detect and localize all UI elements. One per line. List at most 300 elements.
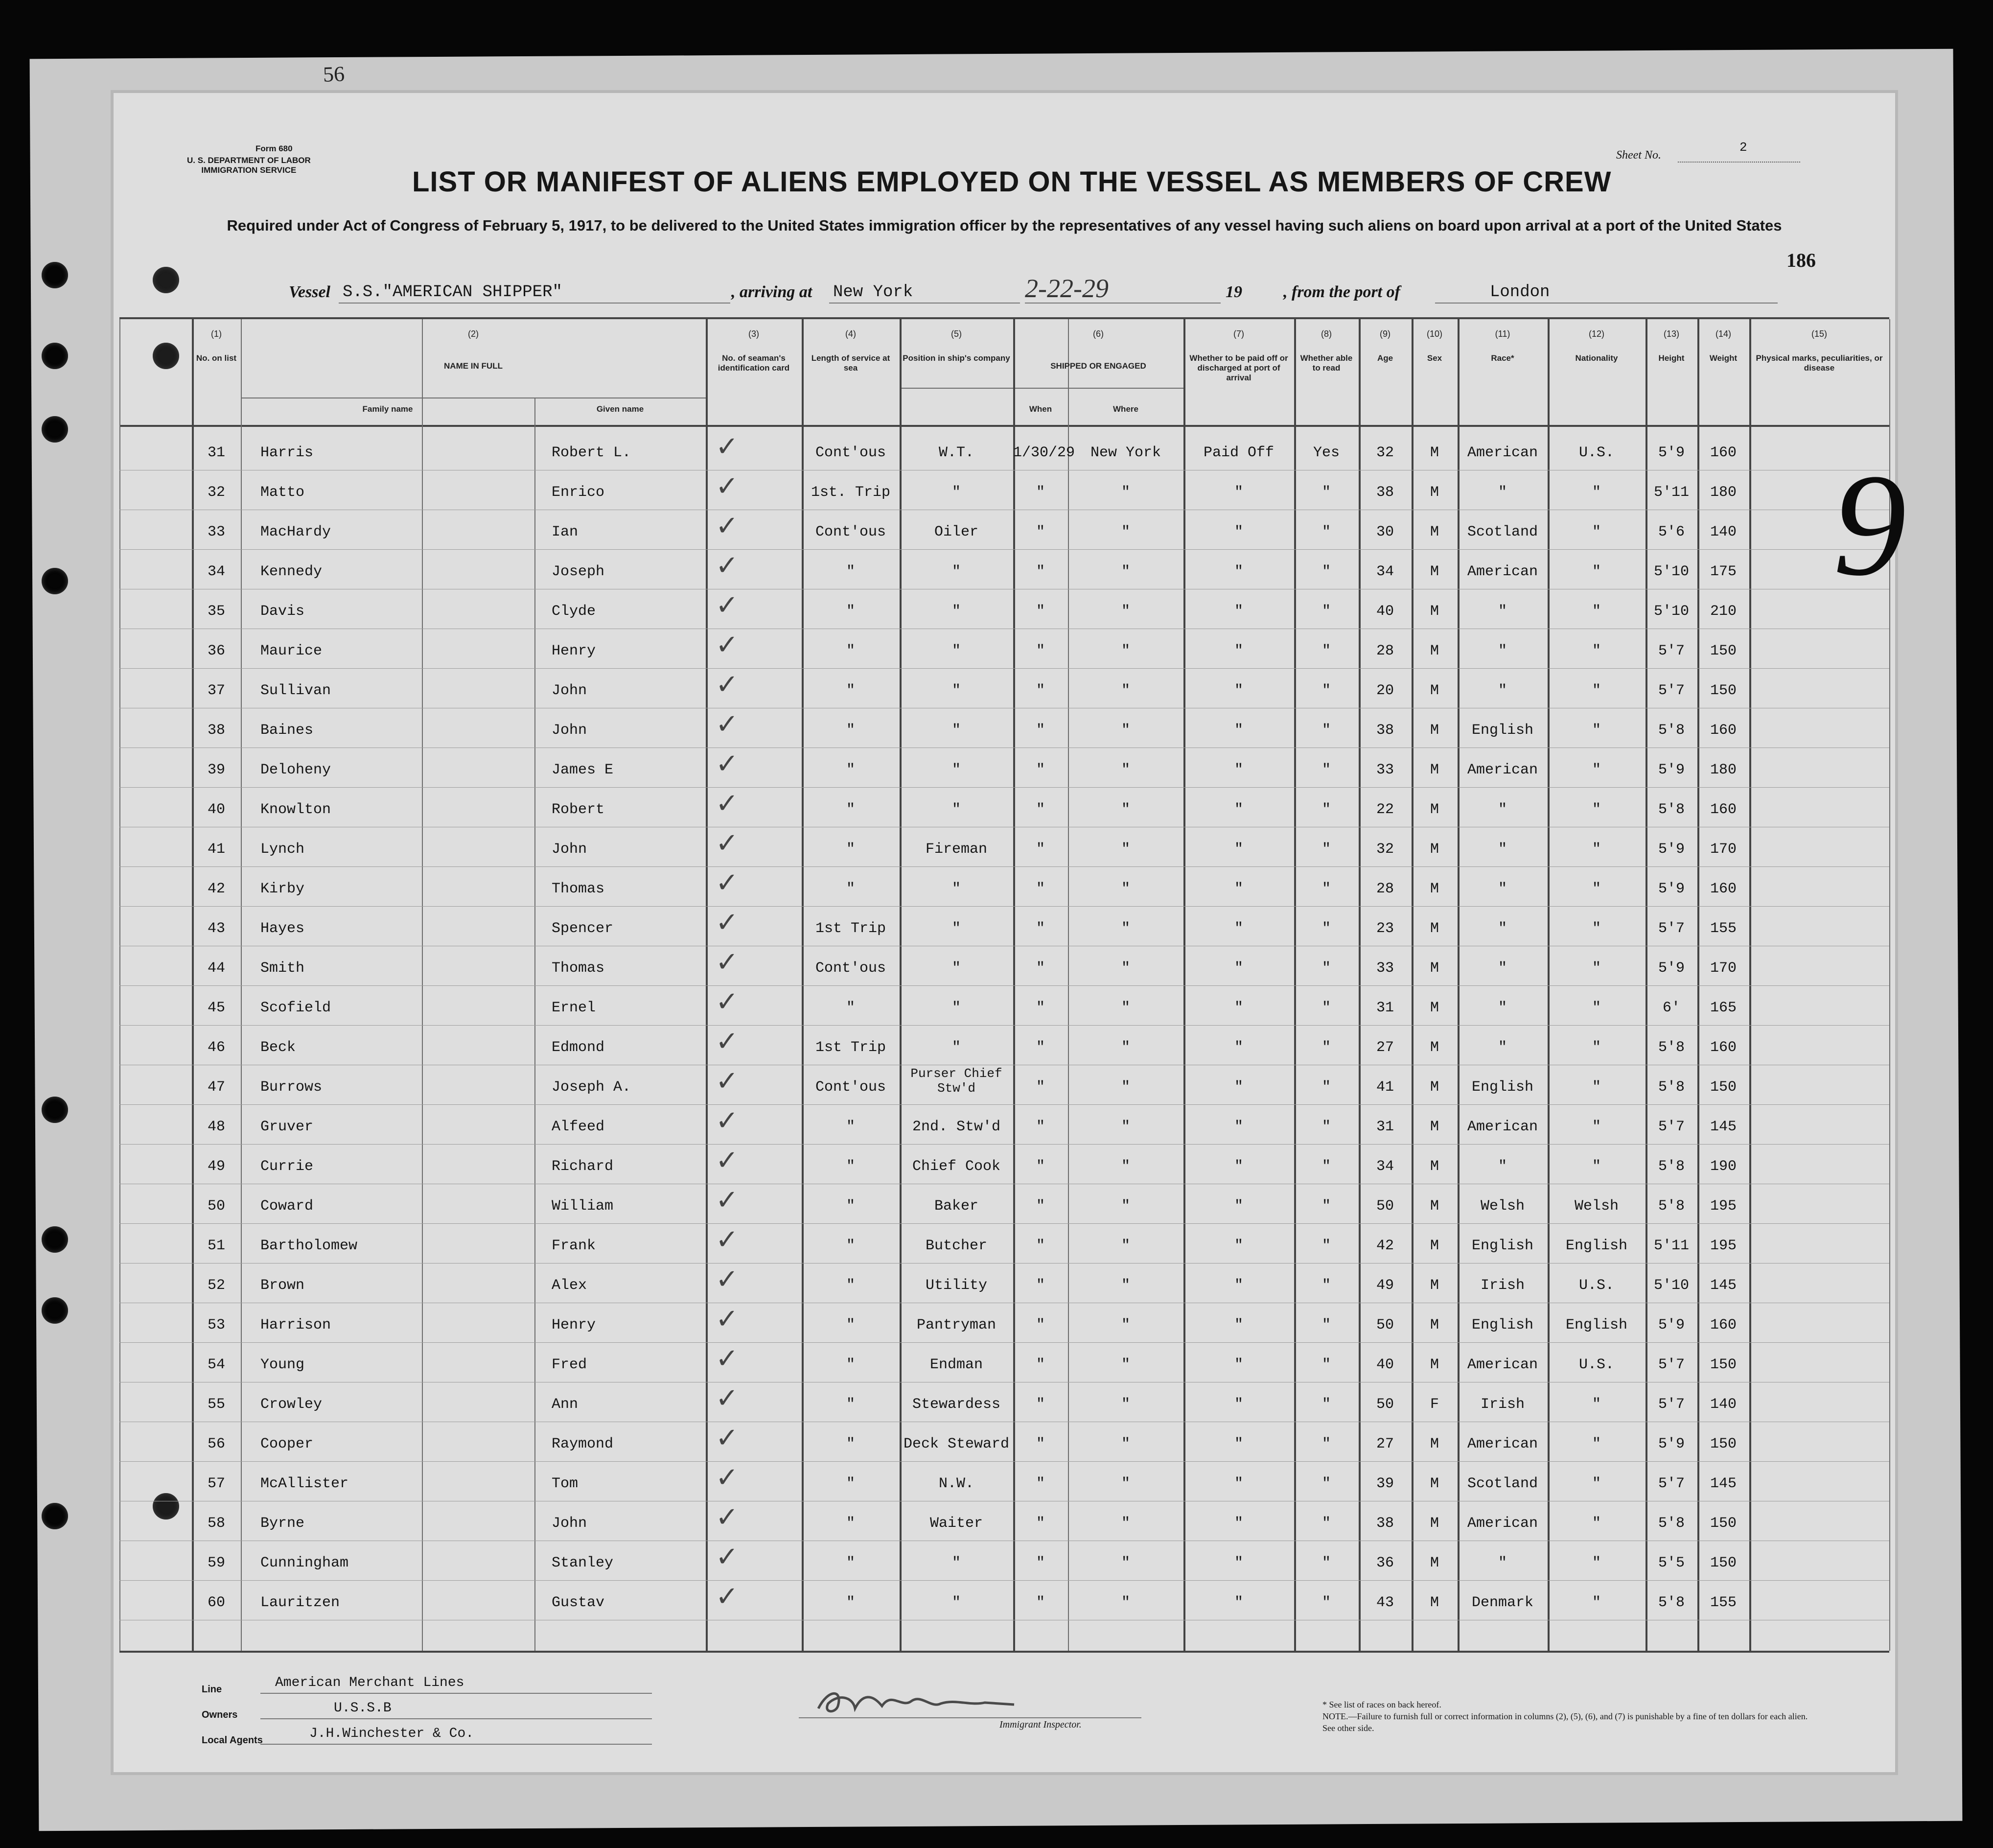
cell-race: "	[1498, 1555, 1507, 1571]
cell-paid: "	[1234, 643, 1243, 659]
column-subheader: When	[1029, 404, 1052, 414]
column-number: (14)	[1715, 329, 1731, 339]
cell-where: "	[1121, 1198, 1130, 1215]
cell-no: 37	[207, 682, 225, 699]
cell-given: Henry	[552, 1317, 596, 1333]
cell-no: 44	[207, 960, 225, 977]
cell-read: "	[1321, 920, 1331, 937]
cell-nat: U.S.	[1578, 1357, 1614, 1373]
row-rule	[119, 1104, 1889, 1105]
column-header: Height	[1658, 353, 1685, 363]
column-rule	[119, 319, 120, 1651]
cell-height: 5'10	[1653, 1277, 1689, 1294]
cell-family: McAllister	[260, 1475, 349, 1492]
cell-weight: 160	[1710, 444, 1737, 461]
column-number: (6)	[1093, 329, 1104, 339]
row-rule	[119, 906, 1889, 907]
cell-read: "	[1321, 484, 1331, 501]
column-number: (13)	[1663, 329, 1679, 339]
cell-given: Ian	[552, 524, 579, 540]
cell-age: 38	[1376, 722, 1394, 739]
cell-sex: M	[1430, 444, 1439, 461]
cell-where: "	[1121, 960, 1130, 977]
sheet-number: 2	[1739, 140, 1747, 155]
cell-family: Brown	[260, 1277, 305, 1294]
cell-position: "	[951, 881, 961, 897]
cell-nat: "	[1592, 1594, 1601, 1611]
table-top-rule	[119, 317, 1889, 319]
sheet-number-line	[1678, 162, 1800, 163]
cell-weight: 190	[1710, 1158, 1737, 1175]
cell-no: 43	[207, 920, 225, 937]
cell-where: "	[1121, 682, 1130, 699]
cell-family: Matto	[260, 484, 305, 501]
cell-when: "	[1036, 1317, 1045, 1333]
cell-height: 5'7	[1658, 1357, 1685, 1373]
arrival-date: 2-22-29	[1025, 274, 1109, 303]
punch-hole	[42, 1226, 68, 1253]
check-mark-icon: ✓	[716, 550, 739, 582]
cell-height: 5'7	[1658, 643, 1685, 659]
column-number: (11)	[1495, 329, 1510, 339]
cell-no: 56	[207, 1436, 225, 1452]
cell-where: "	[1121, 524, 1130, 540]
cell-service: "	[846, 643, 855, 659]
cell-paid: "	[1234, 1594, 1243, 1611]
cell-service: 1st Trip	[815, 920, 886, 937]
cell-age: 32	[1376, 444, 1394, 461]
cell-no: 33	[207, 524, 225, 540]
cell-nat: "	[1592, 960, 1601, 977]
column-number: (12)	[1588, 329, 1604, 339]
cell-where: "	[1121, 643, 1130, 659]
column-subheader: Where	[1113, 404, 1138, 414]
cell-height: 5'11	[1653, 1238, 1689, 1254]
cell-no: 51	[207, 1238, 225, 1254]
cell-nat: "	[1592, 881, 1601, 897]
cell-no: 52	[207, 1277, 225, 1294]
cell-where: "	[1121, 1594, 1130, 1611]
cell-no: 58	[207, 1515, 225, 1532]
cell-nat: "	[1592, 1079, 1601, 1096]
cell-family: Cunningham	[260, 1555, 349, 1571]
cell-read: "	[1321, 1277, 1331, 1294]
cell-where: "	[1121, 920, 1130, 937]
cell-no: 48	[207, 1119, 225, 1135]
check-mark-icon: ✓	[716, 1501, 739, 1533]
punch-hole	[42, 1297, 68, 1324]
cell-when: "	[1036, 563, 1045, 580]
cell-age: 27	[1376, 1436, 1394, 1452]
cell-family: Currie	[260, 1158, 314, 1175]
cell-race: American	[1467, 1515, 1538, 1532]
cell-no: 38	[207, 722, 225, 739]
cell-position: "	[951, 1594, 961, 1611]
cell-height: 5'5	[1658, 1555, 1685, 1571]
cell-age: 32	[1376, 841, 1394, 858]
cell-sex: M	[1430, 1158, 1439, 1175]
cell-nat: "	[1592, 1119, 1601, 1135]
cell-nat: "	[1592, 524, 1601, 540]
cell-when: "	[1036, 1357, 1045, 1373]
cell-race: Denmark	[1471, 1594, 1534, 1611]
cell-nat: "	[1592, 1475, 1601, 1492]
check-mark-icon: ✓	[716, 629, 739, 661]
cell-read: "	[1321, 881, 1331, 897]
cell-read: "	[1321, 1317, 1331, 1333]
cell-read: "	[1321, 1079, 1331, 1096]
column-number: (15)	[1811, 329, 1827, 339]
cell-weight: 140	[1710, 1396, 1737, 1413]
cell-weight: 195	[1710, 1198, 1737, 1215]
cell-height: 5'9	[1658, 1436, 1685, 1452]
cell-position: Utility	[925, 1277, 988, 1294]
row-rule	[119, 985, 1889, 986]
cell-age: 20	[1376, 682, 1394, 699]
check-mark-icon: ✓	[716, 1184, 739, 1216]
cell-age: 36	[1376, 1555, 1394, 1571]
cell-read: "	[1321, 801, 1331, 818]
cell-where: "	[1121, 1396, 1130, 1413]
cell-nat: "	[1592, 643, 1601, 659]
cell-given: William	[552, 1198, 614, 1215]
column-number: (8)	[1321, 329, 1332, 339]
cell-given: Tom	[552, 1475, 579, 1492]
row-rule	[119, 668, 1889, 669]
cell-no: 31	[207, 444, 225, 461]
cell-no: 46	[207, 1039, 225, 1056]
cell-sex: M	[1430, 1079, 1439, 1096]
cell-race: American	[1467, 444, 1538, 461]
cell-height: 6'	[1662, 1000, 1680, 1016]
cell-when: "	[1036, 1277, 1045, 1294]
cell-height: 5'8	[1658, 722, 1685, 739]
cell-age: 31	[1376, 1000, 1394, 1016]
cell-no: 40	[207, 801, 225, 818]
cell-given: Raymond	[552, 1436, 614, 1452]
cell-service: "	[846, 1436, 855, 1452]
row-rule	[119, 549, 1889, 550]
cell-service: Cont'ous	[815, 444, 886, 461]
cell-race: "	[1498, 841, 1507, 858]
cell-sex: M	[1430, 1238, 1439, 1254]
cell-position: "	[951, 682, 961, 699]
cell-family: Gruver	[260, 1119, 314, 1135]
cell-given: John	[552, 682, 587, 699]
cell-family: Baines	[260, 722, 314, 739]
cell-given: Robert L.	[552, 444, 631, 461]
cell-age: 40	[1376, 1357, 1394, 1373]
cell-sex: M	[1430, 1555, 1439, 1571]
cell-height: 5'11	[1653, 484, 1689, 501]
cell-position: Fireman	[925, 841, 988, 858]
cell-paid: "	[1234, 563, 1243, 580]
cell-race: American	[1467, 1357, 1538, 1373]
cell-age: 41	[1376, 1079, 1394, 1096]
cell-height: 5'9	[1658, 1317, 1685, 1333]
from-port-label: , from the port of	[1283, 283, 1400, 301]
owners-label: Owners	[202, 1709, 238, 1720]
punch-hole	[153, 1493, 179, 1520]
column-header: Physical marks, peculiarities, or disease	[1756, 353, 1883, 373]
check-mark-icon: ✓	[716, 1303, 739, 1335]
cell-nat: "	[1592, 1039, 1601, 1056]
cell-position: "	[951, 801, 961, 818]
cell-height: 5'8	[1658, 1594, 1685, 1611]
races-note: * See list of races on back hereof.	[1322, 1700, 1441, 1709]
cell-read: "	[1321, 1594, 1331, 1611]
cell-height: 5'9	[1658, 444, 1685, 461]
cell-weight: 145	[1710, 1119, 1737, 1135]
line-label: Line	[202, 1684, 222, 1695]
cell-age: 50	[1376, 1317, 1394, 1333]
row-rule	[119, 1461, 1889, 1462]
column-number: (4)	[845, 329, 856, 339]
cell-where: "	[1121, 1357, 1130, 1373]
column-header: Weight	[1709, 353, 1738, 363]
cell-no: 34	[207, 563, 225, 580]
cell-when: "	[1036, 1119, 1045, 1135]
cell-height: 5'7	[1658, 682, 1685, 699]
check-mark-icon: ✓	[716, 986, 739, 1018]
cell-race: English	[1471, 1238, 1534, 1254]
cell-height: 5'7	[1658, 1475, 1685, 1492]
check-mark-icon: ✓	[716, 1026, 739, 1057]
cell-age: 28	[1376, 881, 1394, 897]
cell-when: "	[1036, 1555, 1045, 1571]
cell-nat: "	[1592, 1555, 1601, 1571]
cell-nat: "	[1592, 920, 1601, 937]
cell-service: "	[846, 841, 855, 858]
cell-given: Frank	[552, 1238, 596, 1254]
cell-height: 5'8	[1658, 1198, 1685, 1215]
cell-race: "	[1498, 1000, 1507, 1016]
cell-given: Fred	[552, 1357, 587, 1373]
table-bottom-rule	[119, 1651, 1889, 1653]
manifest-sheet	[114, 93, 1895, 1772]
cell-sex: M	[1430, 881, 1439, 897]
line-value: American Merchant Lines	[275, 1675, 464, 1690]
cell-where: "	[1121, 1000, 1130, 1016]
cell-service: "	[846, 1119, 855, 1135]
cell-when: "	[1036, 960, 1045, 977]
row-rule	[119, 866, 1889, 867]
from-port: London	[1490, 283, 1550, 302]
cell-when: "	[1036, 762, 1045, 778]
check-mark-icon: ✓	[716, 827, 739, 859]
cell-age: 39	[1376, 1475, 1394, 1492]
year-label: 19	[1226, 283, 1242, 301]
vessel-name: S.S."AMERICAN SHIPPER"	[343, 283, 562, 302]
cell-nat: "	[1592, 1000, 1601, 1016]
cell-read: "	[1321, 563, 1331, 580]
check-mark-icon: ✓	[716, 1462, 739, 1494]
cell-age: 33	[1376, 960, 1394, 977]
cell-position: 2nd. Stw'd	[912, 1119, 1001, 1135]
cell-age: 38	[1376, 1515, 1394, 1532]
column-header: Position in ship's company	[903, 353, 1010, 363]
department-name: U. S. DEPARTMENT OF LABOR	[187, 156, 311, 165]
cell-height: 5'8	[1658, 1515, 1685, 1532]
cell-nat: Welsh	[1574, 1198, 1619, 1215]
margin-note-top: 56	[323, 62, 345, 87]
column-header: Age	[1377, 353, 1393, 363]
check-mark-icon: ✓	[716, 708, 739, 740]
cell-when: 1/30/29	[1013, 444, 1075, 461]
cell-where: "	[1121, 1119, 1130, 1135]
cell-race: American	[1467, 1119, 1538, 1135]
cell-weight: 150	[1710, 1555, 1737, 1571]
cell-paid: "	[1234, 722, 1243, 739]
cell-sex: M	[1430, 1475, 1439, 1492]
cell-weight: 160	[1710, 801, 1737, 818]
cell-sex: M	[1430, 960, 1439, 977]
cell-weight: 170	[1710, 841, 1737, 858]
cell-service: "	[846, 1238, 855, 1254]
cell-nat: U.S.	[1578, 444, 1614, 461]
punch-hole	[42, 568, 68, 594]
cell-height: 5'8	[1658, 1039, 1685, 1056]
cell-height: 5'7	[1658, 920, 1685, 937]
cell-sex: M	[1430, 801, 1439, 818]
cell-no: 39	[207, 762, 225, 778]
row-rule	[119, 1342, 1889, 1343]
service-name: IMMIGRATION SERVICE	[201, 165, 297, 175]
cell-no: 45	[207, 1000, 225, 1016]
cell-weight: 180	[1710, 484, 1737, 501]
owners-value: U.S.S.B	[334, 1701, 392, 1716]
cell-service: "	[846, 563, 855, 580]
cell-service: "	[846, 881, 855, 897]
cell-read: "	[1321, 960, 1331, 977]
cell-where: "	[1121, 1079, 1130, 1096]
cell-given: Alex	[552, 1277, 587, 1294]
cell-given: James E	[552, 762, 614, 778]
cell-paid: "	[1234, 1515, 1243, 1532]
cell-read: "	[1321, 1515, 1331, 1532]
cell-position: Oiler	[934, 524, 978, 540]
footnotes	[1322, 1699, 1812, 1734]
cell-nat: "	[1592, 801, 1601, 818]
cell-sex: M	[1430, 1317, 1439, 1333]
cell-race: English	[1471, 1079, 1534, 1096]
cell-position: "	[951, 484, 961, 501]
check-mark-icon: ✓	[716, 907, 739, 938]
cell-read: "	[1321, 1555, 1331, 1571]
cell-height: 5'7	[1658, 1119, 1685, 1135]
check-mark-icon: ✓	[716, 1224, 739, 1256]
cell-no: 47	[207, 1079, 225, 1096]
cell-race: American	[1467, 762, 1538, 778]
cell-paid: "	[1234, 484, 1243, 501]
cell-no: 55	[207, 1396, 225, 1413]
cell-where: "	[1121, 1436, 1130, 1452]
cell-family: Knowlton	[260, 801, 331, 818]
cell-family: Harris	[260, 444, 314, 461]
cell-height: 5'10	[1653, 603, 1689, 620]
cell-where: "	[1121, 563, 1130, 580]
cell-height: 5'9	[1658, 960, 1685, 977]
cell-position: "	[951, 1039, 961, 1056]
cell-race: "	[1498, 960, 1507, 977]
punch-hole	[153, 343, 179, 369]
cell-position: "	[951, 722, 961, 739]
cell-sex: M	[1430, 1436, 1439, 1452]
cell-nat: "	[1592, 1396, 1601, 1413]
cell-age: 40	[1376, 603, 1394, 620]
arriving-label: , arriving at	[731, 283, 812, 301]
cell-service: "	[846, 1277, 855, 1294]
cell-age: 34	[1376, 1158, 1394, 1175]
cell-read: "	[1321, 1475, 1331, 1492]
column-header: Sex	[1427, 353, 1442, 363]
cell-where: "	[1121, 1555, 1130, 1571]
check-mark-icon: ✓	[716, 1065, 739, 1097]
cell-family: Young	[260, 1357, 305, 1373]
cell-service: "	[846, 1198, 855, 1215]
cell-position: Endman	[929, 1357, 983, 1373]
cell-paid: "	[1234, 524, 1243, 540]
cell-sex: M	[1430, 682, 1439, 699]
cell-height: 5'8	[1658, 1079, 1685, 1096]
check-mark-icon: ✓	[716, 1145, 739, 1176]
cell-paid: Paid Off	[1203, 444, 1275, 461]
cell-height: 5'10	[1653, 563, 1689, 580]
cell-race: "	[1498, 801, 1507, 818]
cell-nat: "	[1592, 484, 1601, 501]
cell-weight: 210	[1710, 603, 1737, 620]
cell-race: Welsh	[1480, 1198, 1525, 1215]
cell-where: "	[1121, 1158, 1130, 1175]
cell-nat: English	[1565, 1238, 1628, 1254]
cell-service: 1st Trip	[815, 1039, 886, 1056]
punch-hole	[42, 1097, 68, 1123]
cell-age: 38	[1376, 484, 1394, 501]
cell-no: 42	[207, 881, 225, 897]
cell-race: American	[1467, 1436, 1538, 1452]
cell-family: Davis	[260, 603, 305, 620]
cell-age: 49	[1376, 1277, 1394, 1294]
cell-where: New York	[1090, 444, 1161, 461]
cell-paid: "	[1234, 1119, 1243, 1135]
cell-height: 5'9	[1658, 881, 1685, 897]
cell-height: 5'7	[1658, 1396, 1685, 1413]
column-rule	[241, 319, 242, 1651]
cell-weight: 195	[1710, 1238, 1737, 1254]
cell-paid: "	[1234, 603, 1243, 620]
punch-hole	[42, 343, 68, 369]
cell-service: "	[846, 682, 855, 699]
cell-no: 53	[207, 1317, 225, 1333]
check-mark-icon: ✓	[716, 1581, 739, 1613]
cell-service: "	[846, 722, 855, 739]
cell-weight: 165	[1710, 1000, 1737, 1016]
cell-weight: 175	[1710, 563, 1737, 580]
cell-service: "	[846, 1475, 855, 1492]
cell-paid: "	[1234, 762, 1243, 778]
check-mark-icon: ✓	[716, 470, 739, 502]
cell-read: "	[1321, 1158, 1331, 1175]
cell-position: W.T.	[938, 444, 974, 461]
cell-given: Henry	[552, 643, 596, 659]
column-rule	[706, 319, 708, 1651]
cell-position: "	[951, 762, 961, 778]
cell-family: Coward	[260, 1198, 314, 1215]
cell-nat: "	[1592, 722, 1601, 739]
cell-family: Lauritzen	[260, 1594, 340, 1611]
punch-hole	[42, 416, 68, 443]
cell-read: "	[1321, 603, 1331, 620]
